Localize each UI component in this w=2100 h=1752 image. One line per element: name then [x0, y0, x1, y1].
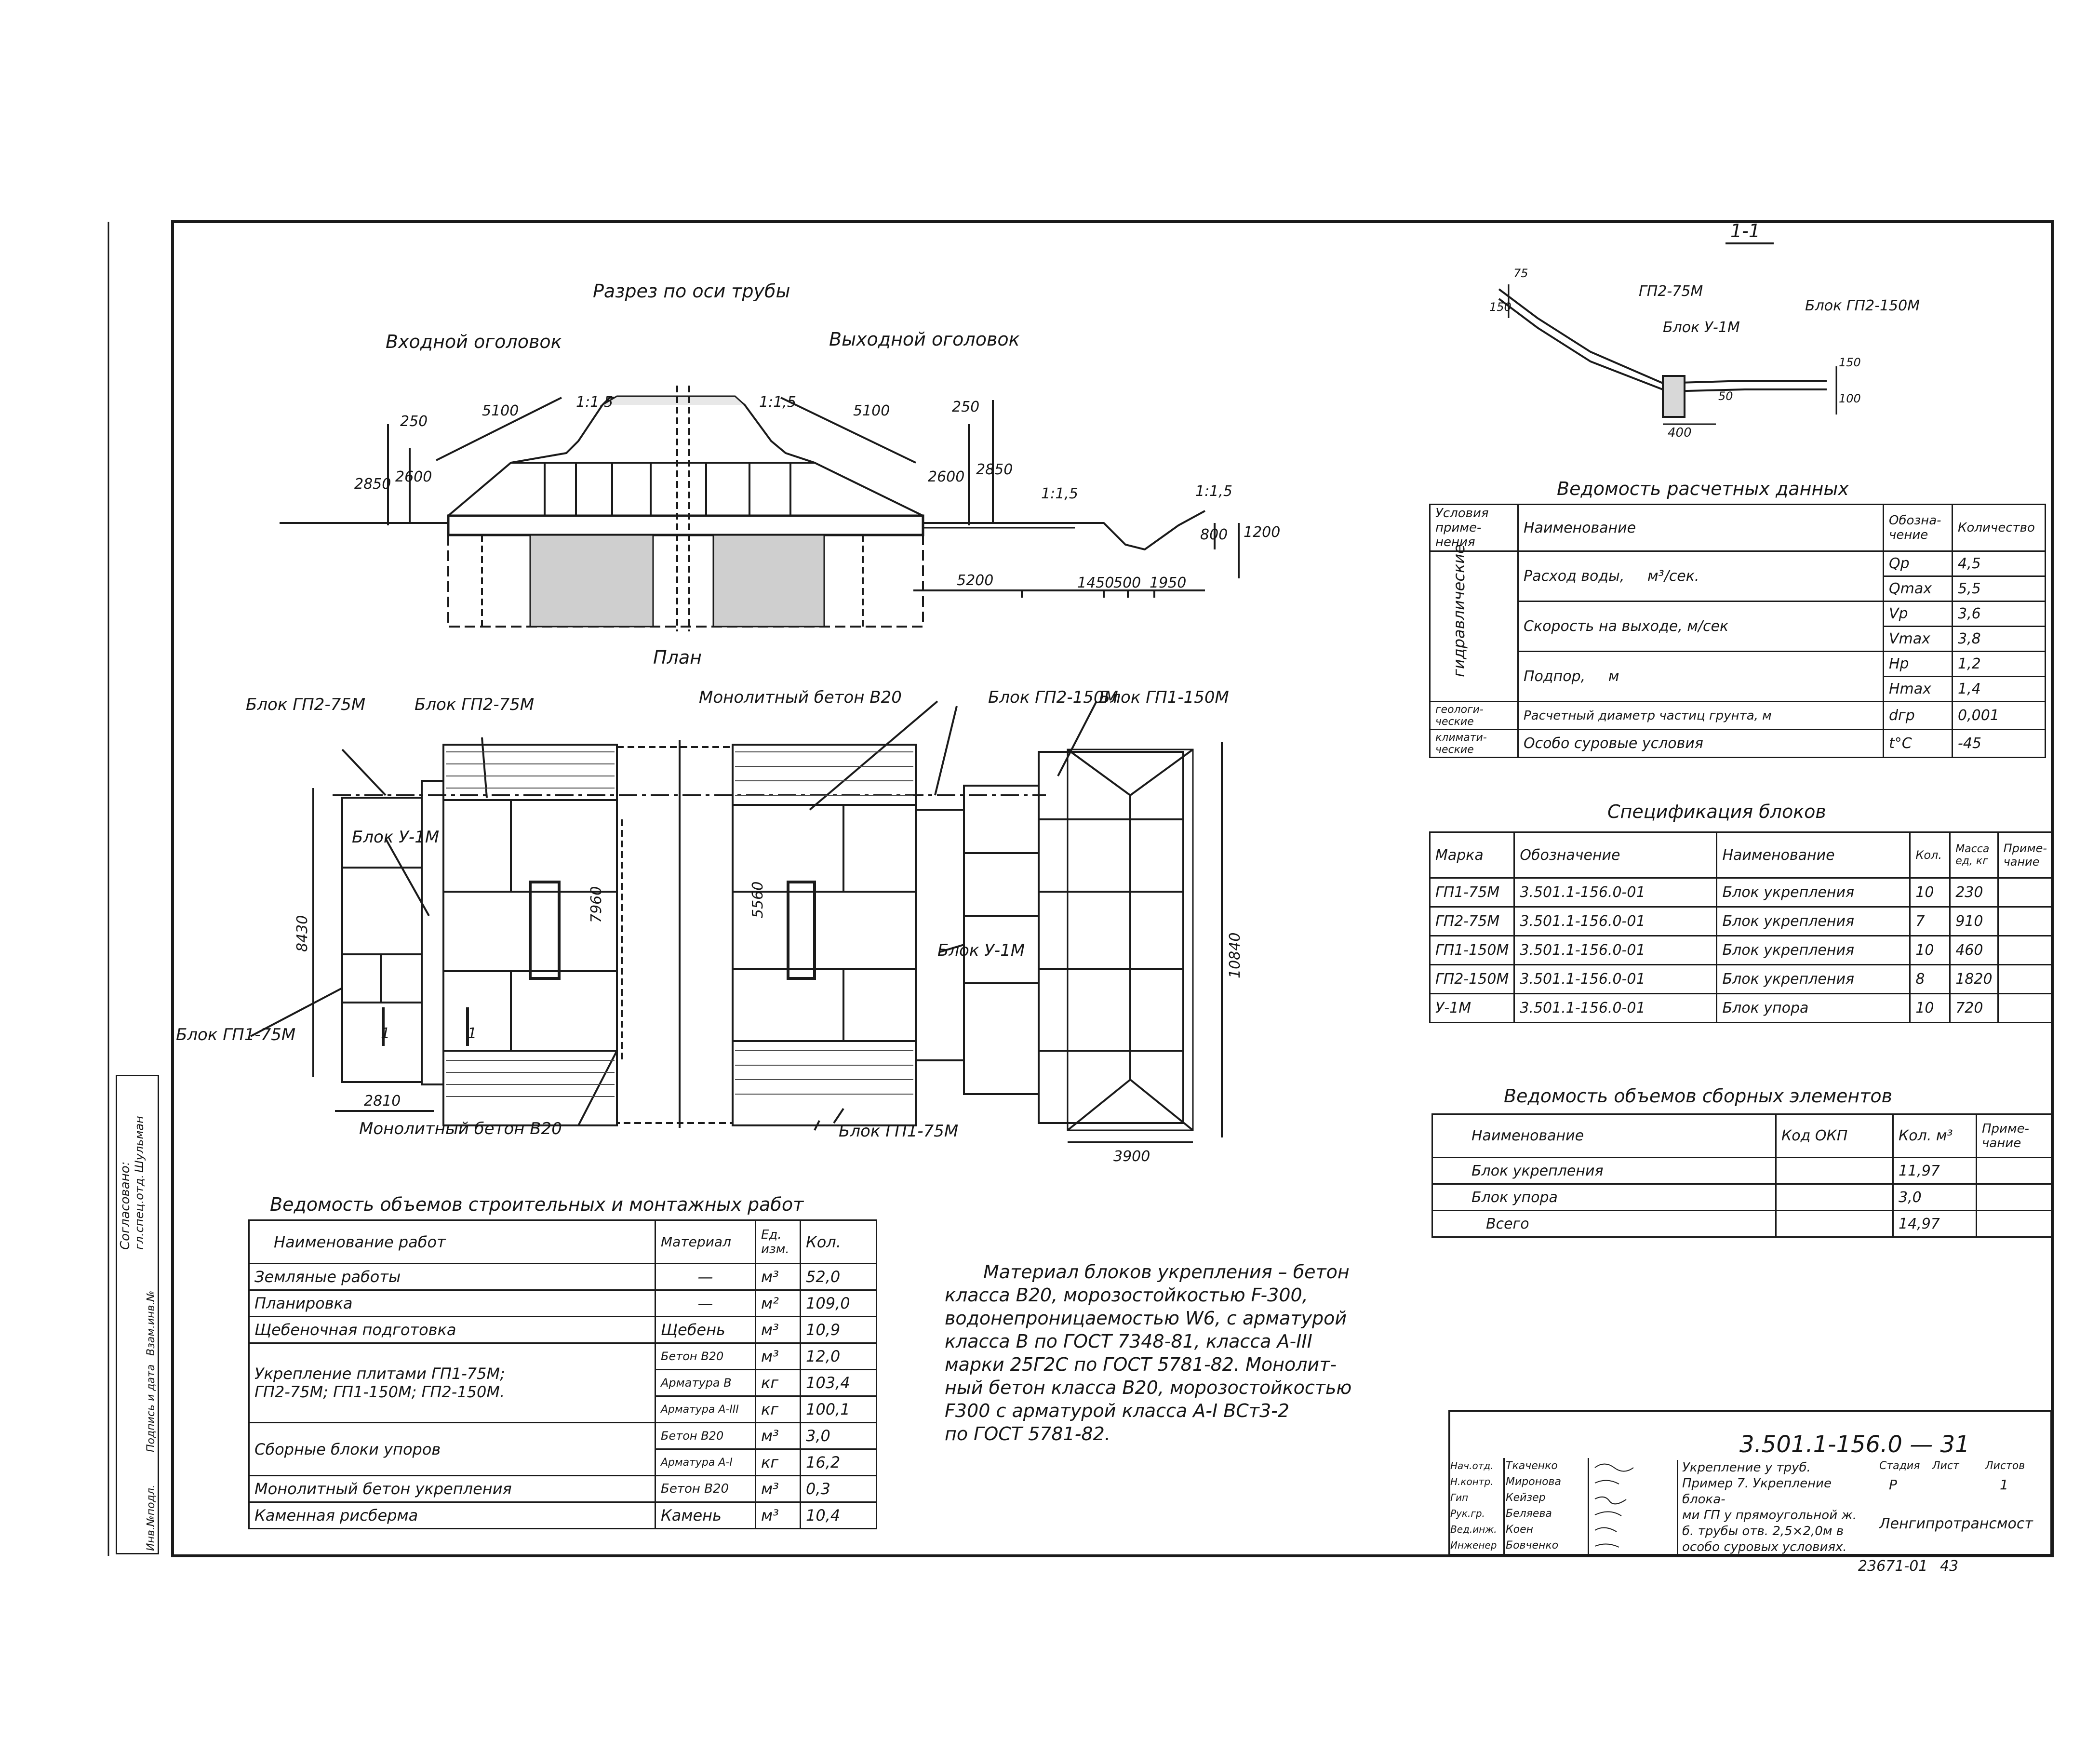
vol-cell: 3,0 — [1893, 1184, 1977, 1211]
cut-marker-right: 1 — [468, 1025, 477, 1042]
spec-cell: У-1М — [1430, 994, 1514, 1023]
stamp-role: Рук.гр. — [1450, 1508, 1485, 1519]
detail-d75: 75 — [1513, 267, 1528, 280]
notes-block — [945, 1260, 1351, 1445]
dim-1950: 1950 — [1150, 575, 1187, 591]
calc-sym: Vp — [1884, 602, 1953, 627]
stamp-desc-line: особо суровых условиях. — [1682, 1540, 1847, 1554]
stamp-sheets-h: Листов — [1985, 1460, 2025, 1472]
works-cell: 0,3 — [801, 1476, 877, 1502]
side-agreed-role: гл.спец.отд. — [133, 1174, 146, 1250]
vol-cell — [1977, 1158, 2053, 1184]
slope-ditch-left: 1:1,5 — [1041, 485, 1078, 502]
stamp-person: Коен — [1506, 1524, 1533, 1536]
spec-cell: 720 — [1950, 994, 1998, 1023]
spec-cell: 460 — [1950, 936, 1998, 965]
stamp-desc-line: Укрепление у труб. — [1682, 1460, 1811, 1475]
works-cell: — — [655, 1290, 756, 1317]
calc-val: 3,8 — [1953, 627, 2046, 652]
calc-table-title: Ведомость расчетных данных — [1557, 478, 1849, 499]
vol-h-name: Наименование — [1432, 1114, 1776, 1158]
works-cell: 12,0 — [801, 1343, 877, 1370]
label-u1m-right: Блок У-1М — [937, 941, 1025, 960]
spec-cell: 3.501.1-156.0-01 — [1514, 994, 1717, 1023]
detail-gp2-150m: Блок ГП2-150М — [1805, 297, 1920, 314]
dim-2600-left: 2600 — [395, 468, 432, 485]
stamp-roles — [1450, 1458, 1505, 1556]
works-cell: Земляные работы — [249, 1264, 655, 1290]
spec-h-name: Наименование — [1717, 832, 1910, 878]
calc-flow-unit: м³/сек. — [1647, 568, 1699, 585]
stamp-role: Нач.отд. — [1450, 1460, 1494, 1471]
detail-d50: 50 — [1718, 389, 1733, 403]
calc-sym: dгр — [1884, 702, 1953, 730]
works-cell: Арматура А-I — [655, 1449, 756, 1476]
dim-2600-right: 2600 — [928, 468, 965, 485]
spec-cell: 7 — [1910, 907, 1950, 936]
spec-cell — [1998, 907, 2052, 936]
works-cell: Камень — [655, 1502, 756, 1529]
spec-h-mass: Масса ед, кг — [1950, 832, 1998, 878]
works-cell: Планировка — [249, 1290, 655, 1317]
dim-250-right: 250 — [952, 399, 980, 415]
works-cell: Бетон В20 — [655, 1476, 756, 1502]
works-cell: Щебеночная подготовка — [249, 1317, 655, 1343]
calc-sym: Qp — [1884, 551, 1953, 576]
calc-val: -45 — [1953, 730, 2046, 758]
vol-h-note: Приме-чание — [1977, 1114, 2053, 1158]
spec-cell: 10 — [1910, 878, 1950, 907]
spec-cell: Блок укрепления — [1717, 936, 1910, 965]
calc-val: 5,5 — [1953, 576, 2046, 602]
dim-5100-right: 5100 — [853, 402, 890, 419]
spec-cell: ГП1-150М — [1430, 936, 1514, 965]
stamp-person: Кейзер — [1506, 1492, 1546, 1504]
label-gp2-75m-a: Блок ГП2-75М — [246, 695, 366, 714]
side-cell: Инв.№подл. — [145, 1485, 157, 1551]
vol-cell: Блок укрепления — [1432, 1158, 1776, 1184]
spec-cell — [1998, 878, 2052, 907]
works-cell: кг — [756, 1396, 801, 1423]
calc-particle: Расчетный диаметр частиц грунта, м — [1518, 702, 1884, 730]
label-u1m-left: Блок У-1М — [352, 828, 440, 847]
works-cell: м³ — [756, 1343, 801, 1370]
detail-d400: 400 — [1668, 426, 1692, 440]
spec-h-code: Обозначение — [1514, 832, 1717, 878]
works-cell: Каменная рисберма — [249, 1502, 655, 1529]
slope-ditch-right: 1:1,5 — [1195, 483, 1232, 500]
label-gp1-75m-bottom: Блок ГП1-75М — [839, 1122, 959, 1141]
title-block — [1448, 1410, 2052, 1556]
calc-backwater-unit: м — [1608, 668, 1619, 685]
slope-right: 1:1,5 — [759, 394, 796, 411]
stamp-sheets: 1 — [2000, 1477, 2008, 1493]
calc-h-qty: Количество — [1953, 505, 2046, 551]
works-h-name: Наименование работ — [249, 1220, 655, 1264]
spec-cell: 3.501.1-156.0-01 — [1514, 878, 1717, 907]
spec-cell — [1998, 994, 2052, 1023]
volume-table — [1431, 1113, 2053, 1238]
works-cell: м³ — [756, 1476, 801, 1502]
plan-view — [251, 701, 1222, 1142]
stamp-code: 3.501.1-156.0 — 31 — [1739, 1431, 1970, 1458]
calc-speed: Скорость на выходе, м/сек — [1518, 602, 1884, 652]
spec-cell: 1820 — [1950, 965, 1998, 994]
works-cell: Бетон В20 — [655, 1423, 756, 1449]
works-plates-line2: ГП2-75М; ГП1-150М; ГП2-150М. — [254, 1383, 505, 1401]
vol-cell — [1776, 1211, 1893, 1237]
vol-cell: Всего — [1432, 1211, 1776, 1237]
works-cell: Арматура А-III — [655, 1396, 756, 1423]
dim-7960: 7960 — [588, 886, 605, 923]
works-cell: 109,0 — [801, 1290, 877, 1317]
dim-5200: 5200 — [957, 572, 994, 589]
works-h-unit: Ед. изм. — [756, 1220, 801, 1264]
note-line: по ГОСТ 5781-82. — [945, 1423, 1110, 1444]
calc-val: 4,5 — [1953, 551, 2046, 576]
works-table — [248, 1219, 877, 1529]
calc-group-hydro — [1430, 544, 1518, 702]
works-cell: 103,4 — [801, 1370, 877, 1396]
works-cell: Бетон В20 — [655, 1343, 756, 1370]
spec-cell: 3.501.1-156.0-01 — [1514, 965, 1717, 994]
label-monolith-top: Монолитный бетон В20 — [699, 688, 902, 707]
calc-val: 1,4 — [1953, 677, 2046, 702]
calc-backwater — [1518, 652, 1884, 702]
stamp-names — [1506, 1458, 1589, 1556]
works-cell: кг — [756, 1449, 801, 1476]
calc-sym: Qmax — [1884, 576, 1953, 602]
vol-cell — [1776, 1184, 1893, 1211]
dim-1450: 1450 — [1077, 575, 1114, 591]
spec-cell: 10 — [1910, 994, 1950, 1023]
vol-cell: 11,97 — [1893, 1158, 1977, 1184]
stamp-person: Ткаченко — [1506, 1460, 1558, 1472]
detail-u1m: Блок У-1М — [1663, 319, 1740, 336]
calc-group-hydro-label: гидравлические — [1450, 544, 1468, 677]
section-1-1-label: 1-1 — [1730, 220, 1761, 241]
detail-d100: 100 — [1839, 392, 1861, 405]
stamp-role: Н.контр. — [1450, 1476, 1494, 1487]
dim-2850-left: 2850 — [354, 476, 391, 493]
calc-val: 1,2 — [1953, 652, 2046, 677]
label-gp2-150m: Блок ГП2-150М — [988, 688, 1118, 707]
plan-label: План — [653, 647, 702, 668]
spec-h-mark: Марка — [1430, 832, 1514, 878]
dim-800: 800 — [1200, 526, 1228, 543]
works-cell: м³ — [756, 1264, 801, 1290]
stamp-org: Ленгипротрансмост — [1879, 1515, 2033, 1532]
spec-cell — [1998, 936, 2052, 965]
label-gp1-150m: Блок ГП1-150М — [1099, 688, 1229, 707]
vol-cell — [1977, 1184, 2053, 1211]
calc-flow — [1518, 551, 1884, 602]
dim-1200: 1200 — [1244, 524, 1281, 541]
stamp-desc-line: Пример 7. Укрепление блока- — [1682, 1476, 1832, 1507]
vol-cell: Блок упора — [1432, 1184, 1776, 1211]
calc-h-conditions: Условия приме-нения — [1430, 505, 1518, 551]
calc-val: 0,001 — [1953, 702, 2046, 730]
spec-h-qty: Кол. — [1910, 832, 1950, 878]
vol-cell — [1776, 1158, 1893, 1184]
calc-group-geo: геологи-ческие — [1430, 702, 1518, 730]
spec-cell: Блок укрепления — [1717, 878, 1910, 907]
works-h-qty: Кол. — [801, 1220, 877, 1264]
works-cell: Монолитный бетон укрепления — [249, 1476, 655, 1502]
spec-cell: ГП2-150М — [1430, 965, 1514, 994]
works-cell: м³ — [756, 1502, 801, 1529]
spec-cell — [1998, 965, 2052, 994]
works-plates — [249, 1343, 655, 1423]
spec-cell: 910 — [1950, 907, 1998, 936]
side-agreed: Согласовано: — [118, 1161, 133, 1250]
vol-cell — [1977, 1211, 2053, 1237]
section-title: Разрез по оси трубы — [593, 281, 790, 302]
spec-cell: 3.501.1-156.0-01 — [1514, 907, 1717, 936]
stamp-stage-h: Стадия — [1879, 1460, 1920, 1472]
vol-h-qty: Кол. м³ — [1893, 1114, 1977, 1158]
stamp-role: Вед.инж. — [1450, 1524, 1497, 1535]
stamp-role: Гип — [1450, 1492, 1469, 1503]
dim-8430: 8430 — [294, 915, 311, 952]
spec-cell: 230 — [1950, 878, 1998, 907]
spec-cell: ГП1-75М — [1430, 878, 1514, 907]
side-cell: Подпись и дата — [145, 1364, 157, 1452]
label-gp1-75m-left: Блок ГП1-75М — [176, 1025, 296, 1044]
side-agreed-name: Шульман — [133, 1116, 146, 1173]
works-plates-line1: Укрепление плитами ГП1-75М; — [254, 1364, 505, 1383]
volume-table-title: Ведомость объемов сборных элементов — [1504, 1085, 1892, 1107]
calc-sym: Vmax — [1884, 627, 1953, 652]
works-cell: м³ — [756, 1317, 801, 1343]
calc-climate: Особо суровые условия — [1518, 730, 1884, 758]
stamp-desc-line: б. трубы отв. 2,5×2,0м в — [1682, 1524, 1844, 1538]
footer-num: 23671-01 — [1858, 1558, 1928, 1575]
works-h-material: Материал — [655, 1220, 756, 1264]
note-line: класса В по ГОСТ 7348-81, класса А-III — [945, 1331, 1312, 1352]
stamp-person: Миронова — [1506, 1476, 1561, 1488]
detail-gp2-75m: ГП2-75М — [1639, 283, 1703, 300]
spec-cell: Блок укрепления — [1717, 965, 1910, 994]
spec-cell: 10 — [1910, 936, 1950, 965]
works-cell: 16,2 — [801, 1449, 877, 1476]
dim-2810: 2810 — [364, 1093, 401, 1110]
vol-h-okp: Код ОКП — [1776, 1114, 1893, 1158]
spec-table — [1429, 831, 2053, 1023]
calc-sym: t°C — [1884, 730, 1953, 758]
works-stops: Сборные блоки упоров — [249, 1423, 655, 1476]
works-cell: Арматура В — [655, 1370, 756, 1396]
calc-val: 3,6 — [1953, 602, 2046, 627]
side-cell: Взам.инв.№ — [145, 1290, 157, 1356]
note-line: F300 с арматурой класса А-I ВСт3-2 — [945, 1400, 1290, 1421]
stamp-desc-line: ми ГП у прямоугольной ж. — [1682, 1508, 1857, 1523]
dim-10840: 10840 — [1227, 932, 1244, 978]
works-table-title: Ведомость объемов строительных и монтажных работ — [270, 1194, 804, 1215]
calc-group-clim: климати-ческие — [1430, 730, 1518, 758]
vol-cell: 14,97 — [1893, 1211, 1977, 1237]
spec-h-note: Приме-чание — [1998, 832, 2052, 878]
spec-cell: Блок упора — [1717, 994, 1910, 1023]
stamp-stage: Р — [1889, 1477, 1897, 1493]
works-cell: — — [655, 1264, 756, 1290]
outlet-label: Выходной оголовок — [829, 329, 1020, 350]
spec-cell: 3.501.1-156.0-01 — [1514, 936, 1717, 965]
works-cell: кг — [756, 1370, 801, 1396]
slope-left: 1:1,5 — [576, 394, 613, 411]
inlet-label: Входной оголовок — [386, 331, 562, 352]
note-line: марки 25Г2С по ГОСТ 5781-82. Монолит- — [945, 1354, 1337, 1375]
works-cell: 10,9 — [801, 1317, 877, 1343]
stamp-role: Инженер — [1450, 1539, 1497, 1551]
label-gp2-75m-b: Блок ГП2-75М — [415, 695, 535, 714]
dim-5560: 5560 — [749, 881, 766, 918]
detail-d150-right: 150 — [1839, 356, 1861, 369]
stamp-person: Беляева — [1506, 1508, 1552, 1520]
calc-h-name: Наименование — [1518, 505, 1884, 551]
spec-cell: 8 — [1910, 965, 1950, 994]
dim-3900: 3900 — [1113, 1148, 1150, 1165]
stamp-person: Бовченко — [1506, 1539, 1559, 1551]
works-cell: 10,4 — [801, 1502, 877, 1529]
works-cell: 52,0 — [801, 1264, 877, 1290]
works-cell: 3,0 — [801, 1423, 877, 1449]
spec-cell: ГП2-75М — [1430, 907, 1514, 936]
calc-sym: Hp — [1884, 652, 1953, 677]
spec-table-title: Спецификация блоков — [1607, 801, 1826, 822]
works-cell: 100,1 — [801, 1396, 877, 1423]
works-cell: м³ — [756, 1423, 801, 1449]
works-cell: м² — [756, 1290, 801, 1317]
side-stamp — [116, 1075, 159, 1554]
calc-flow-label: Расход воды, — [1524, 568, 1625, 585]
stamp-signatures — [1590, 1458, 1677, 1556]
label-monolith-bottom: Монолитный бетон В20 — [359, 1119, 562, 1138]
calc-sym: Hmax — [1884, 677, 1953, 702]
stamp-desc — [1677, 1460, 1875, 1556]
dim-2850-right: 2850 — [976, 461, 1013, 478]
spec-cell: Блок укрепления — [1717, 907, 1910, 936]
note-line: ный бетон класса В20, морозостойкостью — [945, 1377, 1352, 1398]
calc-h-symbol: Обозна-чение — [1884, 505, 1953, 551]
calc-table — [1429, 504, 2046, 758]
note-line: класса В20, морозостойкостью F-300, — [945, 1284, 1308, 1306]
note-line: Материал блоков укрепления – бетон — [983, 1261, 1350, 1283]
dim-500: 500 — [1113, 575, 1141, 591]
works-cell: Щебень — [655, 1317, 756, 1343]
calc-backwater-label: Подпор, — [1524, 668, 1586, 685]
footer-page: 43 — [1940, 1558, 1959, 1575]
cut-marker-left: 1 — [381, 1025, 390, 1042]
stamp-sheet-h: Лист — [1932, 1460, 1959, 1472]
note-line: водонепроницаемостью W6, с арматурой — [945, 1308, 1347, 1329]
dim-5100-left: 5100 — [482, 402, 519, 419]
dim-250-left: 250 — [400, 413, 428, 430]
detail-d150-left: 150 — [1489, 300, 1511, 314]
